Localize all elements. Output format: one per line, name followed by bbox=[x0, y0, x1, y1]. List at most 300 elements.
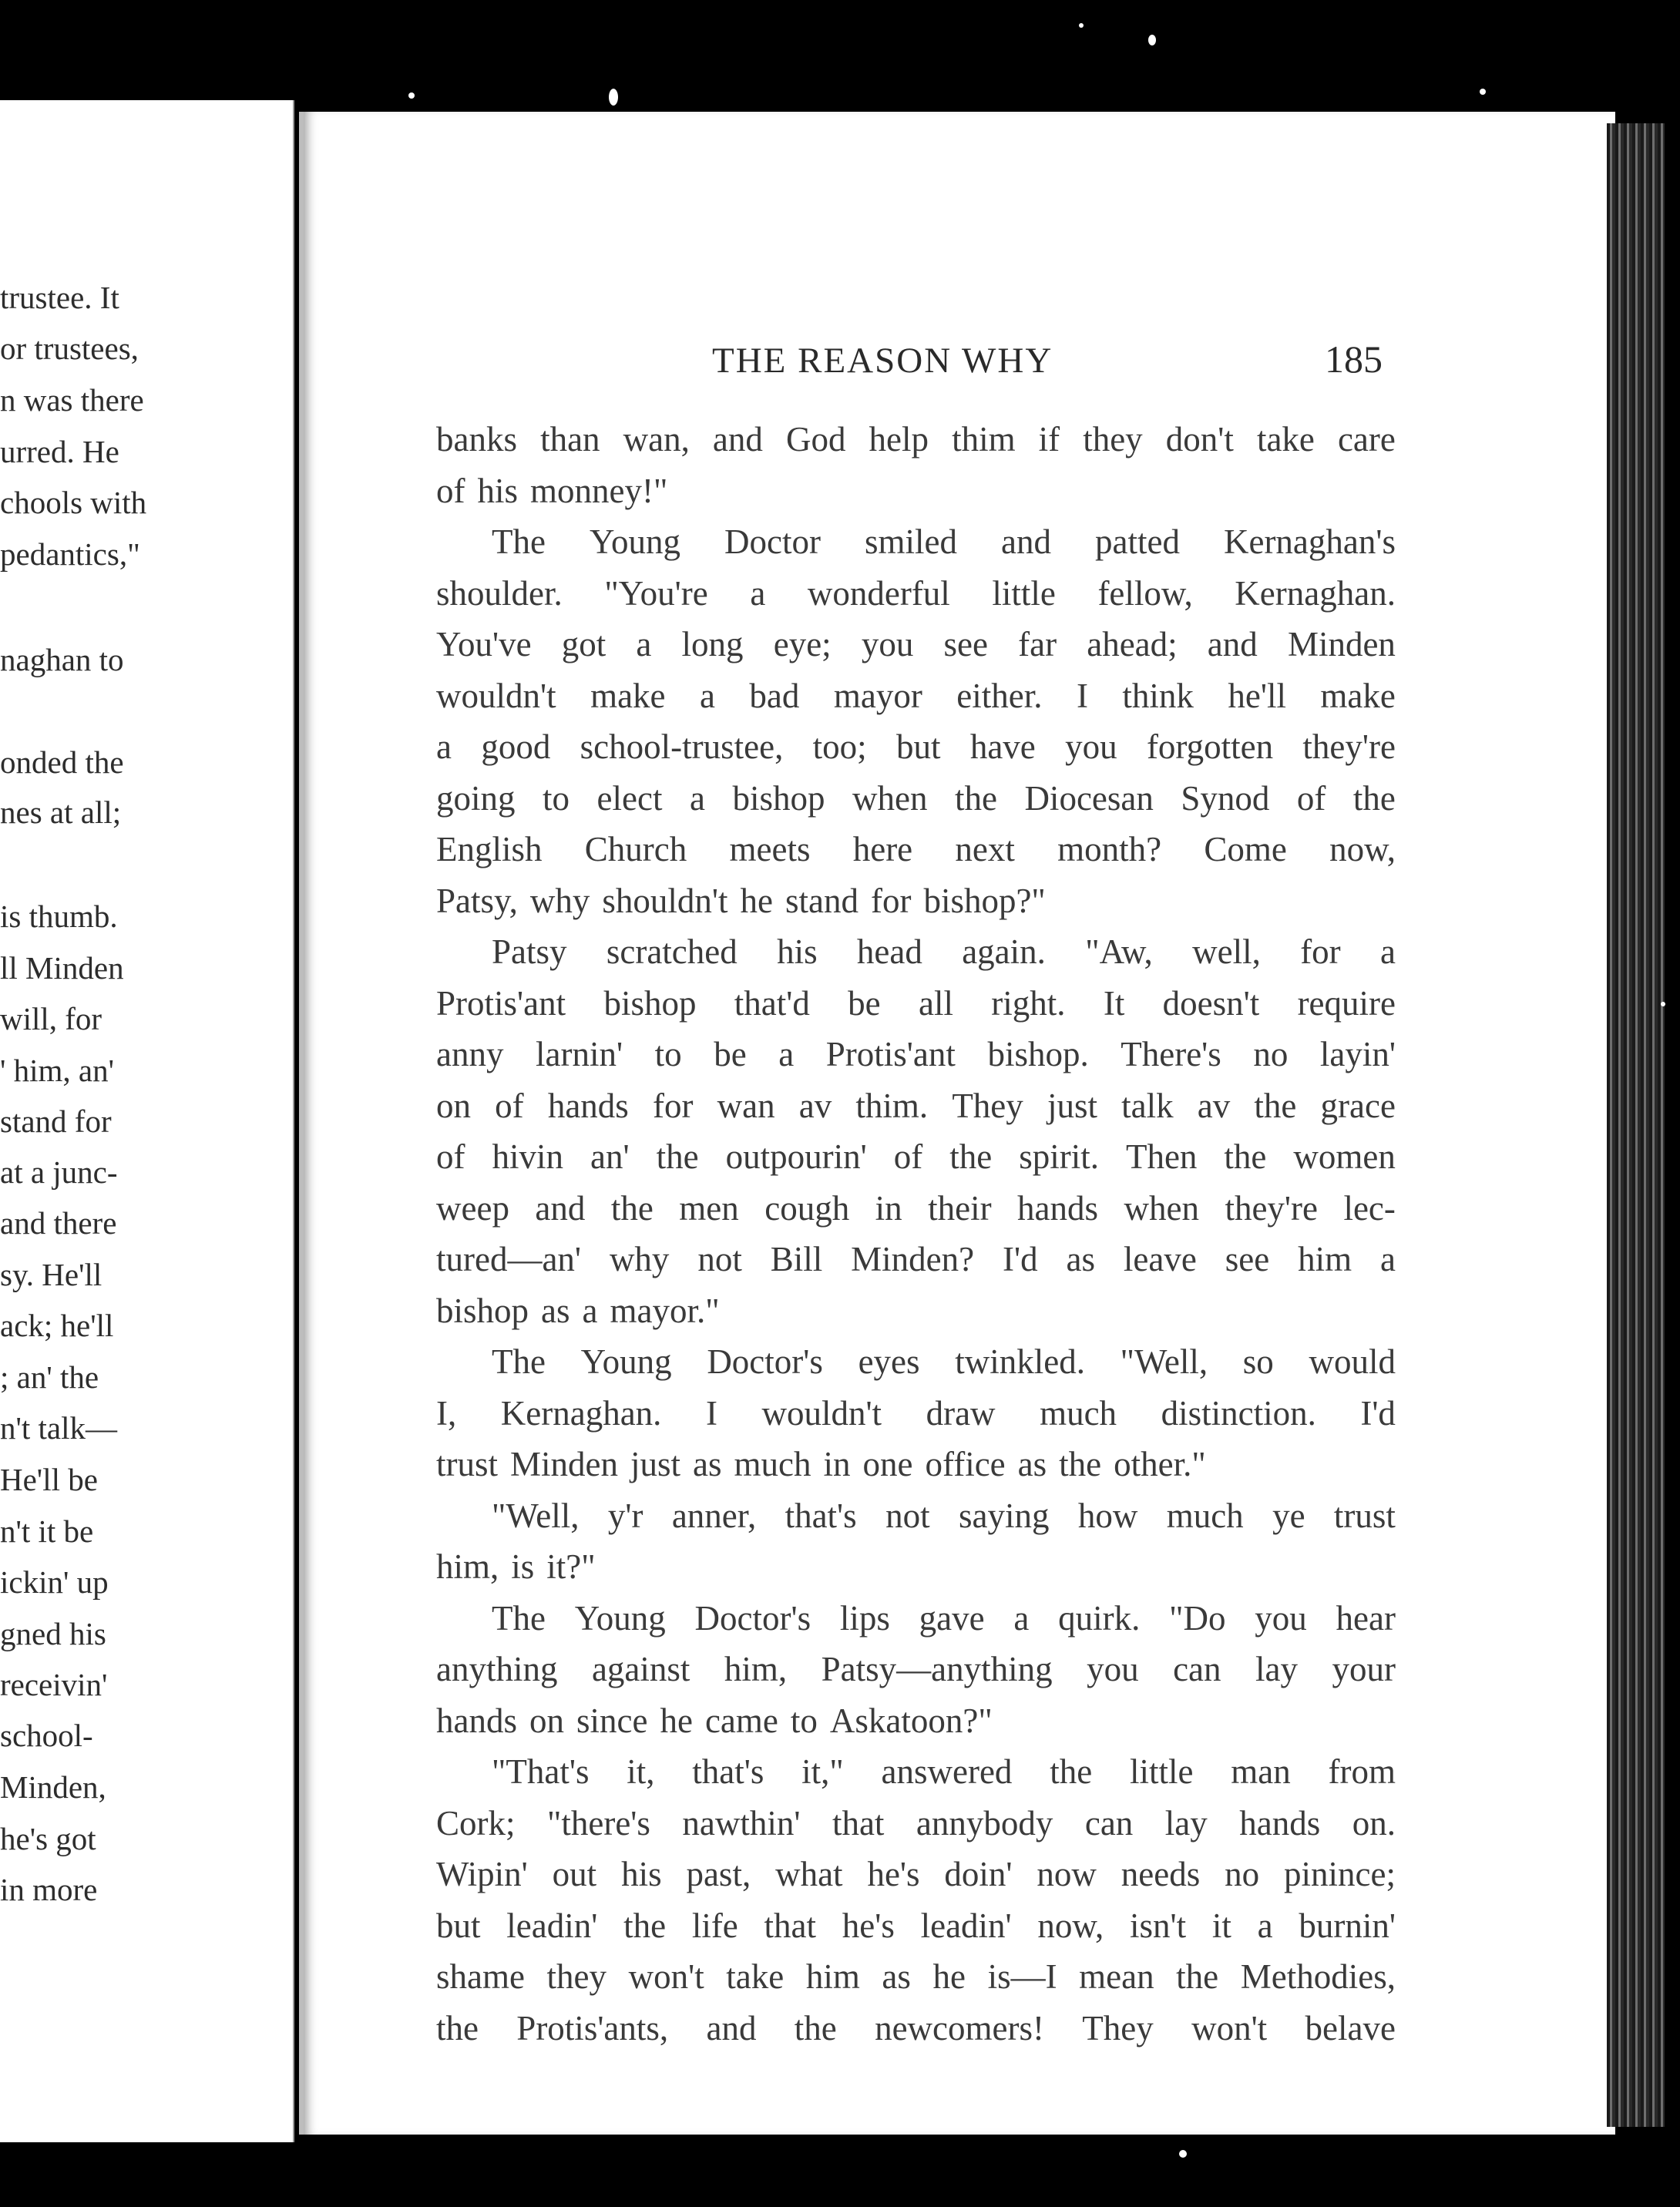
word: meets bbox=[729, 830, 811, 868]
word: care bbox=[1337, 420, 1396, 459]
word: for bbox=[652, 1086, 694, 1125]
text-line bbox=[436, 568, 1396, 620]
word: either. bbox=[956, 676, 1043, 715]
text-line bbox=[436, 1388, 1396, 1439]
text-line bbox=[436, 1644, 1396, 1695]
word: Church bbox=[584, 830, 687, 868]
word: Askatoon?" bbox=[829, 1701, 993, 1740]
word: the bbox=[1224, 1137, 1267, 1176]
word: Methodies, bbox=[1240, 1957, 1396, 1996]
text-line bbox=[436, 1080, 1396, 1132]
word: it bbox=[1211, 1906, 1231, 1945]
word: that bbox=[832, 1803, 885, 1843]
left-page-text-line: onded the bbox=[0, 744, 124, 780]
word: than bbox=[540, 420, 600, 459]
word: mayor." bbox=[610, 1291, 720, 1330]
word: the bbox=[1050, 1752, 1093, 1791]
word: Kernaghan's bbox=[1223, 522, 1396, 561]
word: Then bbox=[1125, 1137, 1198, 1176]
word: him bbox=[805, 1957, 860, 1996]
word: Wipin' bbox=[436, 1855, 528, 1893]
word: leadin' bbox=[920, 1906, 1012, 1945]
word: "Do bbox=[1169, 1598, 1226, 1638]
word: a bbox=[699, 676, 715, 715]
word: hands bbox=[1017, 1188, 1099, 1228]
word: Doctor's bbox=[707, 1342, 823, 1381]
word: bishop bbox=[436, 1291, 529, 1330]
word: their bbox=[928, 1188, 992, 1228]
word: patted bbox=[1095, 522, 1180, 561]
word: "You're bbox=[604, 573, 708, 613]
word: The bbox=[492, 522, 546, 561]
text-line bbox=[436, 875, 1396, 927]
word: I'd bbox=[1003, 1240, 1038, 1278]
word: not bbox=[697, 1240, 742, 1278]
word: bishop bbox=[603, 983, 697, 1023]
word: much bbox=[734, 1445, 811, 1483]
word: to bbox=[790, 1701, 818, 1740]
word: leave bbox=[1123, 1240, 1197, 1278]
word: a bbox=[778, 1035, 795, 1073]
word: have bbox=[969, 727, 1036, 766]
word: of bbox=[495, 1086, 524, 1125]
word: Doctor bbox=[724, 522, 821, 561]
word: gave bbox=[919, 1598, 985, 1638]
left-page-text-line: in more bbox=[0, 1872, 98, 1907]
word: shame bbox=[436, 1957, 525, 1996]
word: belave bbox=[1305, 2008, 1396, 2047]
word: just bbox=[630, 1445, 681, 1483]
word: thim. bbox=[855, 1086, 929, 1125]
text-line bbox=[436, 619, 1396, 670]
word: of bbox=[893, 1137, 923, 1176]
word: right. bbox=[991, 983, 1066, 1023]
word: his bbox=[621, 1855, 662, 1893]
word: mean bbox=[1079, 1957, 1154, 1996]
word: Minden bbox=[510, 1445, 619, 1483]
word: on. bbox=[1352, 1803, 1396, 1843]
word: Doctor's bbox=[694, 1598, 811, 1638]
scan-speck bbox=[609, 89, 618, 106]
word: bad bbox=[749, 676, 800, 715]
left-page-text-line: Minden, bbox=[0, 1769, 106, 1805]
word: that bbox=[764, 1906, 817, 1945]
word: when bbox=[1124, 1188, 1199, 1228]
word: "there's bbox=[546, 1803, 650, 1843]
left-page-text-line: n't it be bbox=[0, 1513, 94, 1549]
text-line bbox=[436, 1439, 1396, 1490]
left-page-text-line: sy. He'll bbox=[0, 1257, 102, 1292]
word: be bbox=[848, 983, 881, 1023]
word: layin' bbox=[1319, 1035, 1396, 1073]
text-line bbox=[436, 721, 1396, 773]
scan-speck bbox=[1179, 2150, 1187, 2158]
word: the bbox=[1352, 778, 1396, 818]
word: trust bbox=[1333, 1496, 1396, 1535]
word: on bbox=[436, 1086, 471, 1125]
word: Protis'ant bbox=[436, 983, 566, 1023]
word: for bbox=[870, 881, 912, 920]
word: make bbox=[1320, 676, 1396, 715]
word: women bbox=[1293, 1137, 1396, 1176]
word: Protis'ants, bbox=[516, 2008, 669, 2047]
text-line bbox=[436, 978, 1396, 1030]
word: the bbox=[623, 1906, 667, 1945]
word: can bbox=[1173, 1650, 1221, 1688]
word: would bbox=[1309, 1342, 1396, 1381]
word: be bbox=[714, 1035, 747, 1073]
text-line bbox=[436, 1849, 1396, 1900]
word: came bbox=[704, 1701, 778, 1740]
word: but bbox=[436, 1906, 481, 1945]
word: life bbox=[691, 1906, 738, 1945]
word: Patsy—anything bbox=[821, 1650, 1053, 1688]
left-page bbox=[0, 100, 294, 2142]
text-line bbox=[436, 1336, 1396, 1388]
word: far bbox=[1018, 625, 1057, 663]
word: tured—an' bbox=[436, 1240, 582, 1278]
word: is—I bbox=[987, 1957, 1057, 1996]
left-page-text-line: gned his bbox=[0, 1616, 106, 1651]
word: the bbox=[436, 2008, 479, 2047]
word: I, bbox=[436, 1393, 457, 1433]
word: a bbox=[1379, 1240, 1396, 1278]
word: talk bbox=[1121, 1086, 1174, 1125]
word: on bbox=[529, 1701, 564, 1740]
text-line bbox=[436, 1900, 1396, 1952]
word: hear bbox=[1336, 1598, 1396, 1638]
word: won't bbox=[1191, 2008, 1268, 2047]
text-line bbox=[436, 414, 1396, 465]
word: next bbox=[955, 830, 1015, 868]
left-page-text-line: He'll be bbox=[0, 1462, 98, 1497]
text-line bbox=[436, 773, 1396, 825]
left-page-text-line: stand for bbox=[0, 1104, 112, 1139]
word: other." bbox=[1114, 1445, 1206, 1483]
word: a bbox=[750, 573, 766, 613]
text-line bbox=[436, 1234, 1396, 1285]
word: God bbox=[785, 420, 846, 459]
word: is bbox=[511, 1547, 535, 1586]
word: forgotten bbox=[1146, 727, 1274, 766]
left-page-text-line: ' him, an' bbox=[0, 1053, 115, 1088]
word: if bbox=[1038, 420, 1060, 459]
word: There's bbox=[1121, 1035, 1221, 1073]
word: outpourin' bbox=[725, 1137, 867, 1176]
left-page-text-line: n was there bbox=[0, 382, 144, 418]
scan-speck bbox=[408, 92, 415, 99]
word: weep bbox=[436, 1188, 509, 1228]
word: think bbox=[1122, 676, 1194, 715]
left-page-text-line: he's got bbox=[0, 1821, 96, 1856]
word: again. bbox=[962, 932, 1046, 971]
left-page-text-line: urred. He bbox=[0, 434, 119, 469]
text-line bbox=[436, 1798, 1396, 1849]
word: I bbox=[705, 1393, 717, 1433]
left-page-text-line: ack; he'll bbox=[0, 1308, 114, 1343]
word: a bbox=[436, 727, 452, 766]
word: wan bbox=[717, 1086, 775, 1125]
word: they're bbox=[1225, 1188, 1318, 1228]
word: monney!" bbox=[530, 471, 668, 510]
text-line bbox=[436, 1541, 1396, 1593]
word: "Well, bbox=[1120, 1342, 1208, 1381]
word: that's bbox=[785, 1496, 857, 1535]
word: elect bbox=[596, 778, 663, 818]
word: can bbox=[1084, 1803, 1134, 1843]
word: as bbox=[1066, 1240, 1095, 1278]
text-line bbox=[436, 1695, 1396, 1747]
word: well, bbox=[1192, 932, 1261, 971]
word: Kernaghan. bbox=[500, 1393, 662, 1433]
word: as bbox=[1017, 1445, 1047, 1483]
word: head bbox=[856, 932, 922, 971]
word: bishop?" bbox=[923, 881, 1046, 920]
word: anner, bbox=[671, 1496, 757, 1535]
text-line bbox=[436, 1490, 1396, 1542]
left-page-text-line: receivin' bbox=[0, 1667, 108, 1702]
word: in bbox=[875, 1188, 902, 1228]
word: distinction. bbox=[1161, 1393, 1316, 1433]
word: of bbox=[1296, 778, 1326, 818]
word: man bbox=[1231, 1752, 1291, 1791]
word: to bbox=[654, 1035, 682, 1073]
word: much bbox=[1040, 1393, 1117, 1433]
word: and bbox=[1207, 625, 1258, 663]
word: against bbox=[591, 1650, 690, 1688]
word: how bbox=[1077, 1496, 1138, 1535]
word: stand bbox=[785, 881, 858, 920]
word: help bbox=[869, 420, 929, 459]
word: banks bbox=[436, 420, 517, 459]
word: him, bbox=[436, 1547, 499, 1586]
word: cough bbox=[764, 1188, 850, 1228]
word: hands bbox=[547, 1086, 629, 1125]
text-line bbox=[436, 824, 1396, 875]
word: as bbox=[882, 1957, 911, 1996]
word: doesn't bbox=[1162, 983, 1260, 1023]
word: Diocesan bbox=[1024, 778, 1154, 818]
word: you bbox=[1255, 1598, 1307, 1638]
word: you bbox=[1087, 1650, 1139, 1688]
scan-speck bbox=[1480, 89, 1486, 95]
word: saying bbox=[958, 1496, 1050, 1535]
word: smiled bbox=[864, 522, 957, 561]
text-line bbox=[436, 2003, 1396, 2054]
word: no bbox=[1225, 1855, 1260, 1893]
word: larnin' bbox=[536, 1035, 623, 1073]
word: Cork; bbox=[436, 1803, 516, 1843]
word: he bbox=[740, 881, 773, 920]
word: don't bbox=[1165, 420, 1234, 459]
word: shouldn't bbox=[602, 881, 728, 920]
text-line bbox=[436, 670, 1396, 722]
word: grace bbox=[1320, 1086, 1396, 1125]
word: isn't bbox=[1130, 1906, 1187, 1945]
word: the bbox=[1176, 1957, 1219, 1996]
left-page-text-line: and there bbox=[0, 1205, 117, 1241]
word: the bbox=[949, 1137, 993, 1176]
word: school-trustee, bbox=[580, 727, 784, 766]
word: The bbox=[492, 1342, 546, 1381]
page-header bbox=[304, 340, 1615, 386]
word: ahead; bbox=[1087, 625, 1178, 663]
text-line bbox=[436, 516, 1396, 568]
word: draw bbox=[926, 1393, 996, 1433]
word: his bbox=[477, 471, 519, 510]
word: Synod bbox=[1181, 778, 1270, 818]
word: twinkled. bbox=[955, 1342, 1085, 1381]
word: why bbox=[609, 1240, 670, 1278]
word: one bbox=[862, 1445, 913, 1483]
word: month? bbox=[1057, 830, 1162, 868]
left-page-text-line: trustee. It bbox=[0, 280, 119, 315]
word: take bbox=[1256, 420, 1315, 459]
word: mayor bbox=[833, 676, 922, 715]
scan-speck bbox=[1079, 23, 1084, 28]
word: wouldn't bbox=[761, 1393, 882, 1433]
word: they're bbox=[1302, 727, 1396, 766]
word: they bbox=[1083, 420, 1143, 459]
word: so bbox=[1242, 1342, 1274, 1381]
word: hivin bbox=[492, 1137, 564, 1176]
word: quirk. bbox=[1058, 1598, 1141, 1638]
left-page-text-line: ll Minden bbox=[0, 950, 124, 986]
word: a bbox=[582, 1291, 598, 1330]
word: out bbox=[552, 1855, 597, 1893]
word: spirit. bbox=[1019, 1137, 1099, 1176]
word: Bill bbox=[770, 1240, 823, 1278]
word: Come bbox=[1204, 830, 1287, 868]
word: take bbox=[726, 1957, 785, 1996]
word: wouldn't bbox=[436, 676, 556, 715]
page-number: 185 bbox=[1325, 338, 1383, 381]
word: trust bbox=[436, 1445, 499, 1483]
word: a bbox=[689, 778, 705, 818]
word: the bbox=[1254, 1086, 1297, 1125]
word: his bbox=[777, 932, 818, 971]
left-page-text-line: n't talk— bbox=[0, 1410, 118, 1446]
word: thim bbox=[952, 420, 1016, 459]
word: I bbox=[1076, 676, 1088, 715]
word: all bbox=[918, 983, 953, 1023]
text-line bbox=[436, 1593, 1396, 1644]
left-page-text-line: at a junc- bbox=[0, 1154, 118, 1190]
word: much bbox=[1166, 1496, 1244, 1535]
word: require bbox=[1297, 983, 1396, 1023]
word: "That's bbox=[492, 1752, 590, 1791]
scan-speck bbox=[1148, 35, 1156, 45]
book-page-edge bbox=[1607, 123, 1665, 2127]
left-page-text-line: ickin' up bbox=[0, 1564, 109, 1600]
left-page-text-line: nes at all; bbox=[0, 794, 122, 830]
word: and bbox=[706, 2008, 757, 2047]
word: The bbox=[492, 1598, 546, 1638]
text-line bbox=[436, 1183, 1396, 1235]
word: he bbox=[660, 1701, 693, 1740]
word: annybody bbox=[916, 1803, 1053, 1843]
word: Young bbox=[574, 1598, 666, 1638]
word: bishop bbox=[732, 778, 825, 818]
word: little bbox=[1129, 1752, 1194, 1791]
word: he bbox=[932, 1957, 966, 1996]
text-line bbox=[436, 1029, 1396, 1080]
word: They bbox=[952, 1086, 1023, 1125]
word: of bbox=[436, 1137, 465, 1176]
word: he's bbox=[842, 1906, 895, 1945]
word: as bbox=[693, 1445, 722, 1483]
left-page-text-line: chools with bbox=[0, 485, 147, 520]
word: see bbox=[1225, 1240, 1270, 1278]
left-page-text-line: is thumb. bbox=[0, 899, 118, 934]
word: nawthin' bbox=[682, 1803, 801, 1843]
left-page-text-line: will, for bbox=[0, 1001, 102, 1036]
word: pinince; bbox=[1284, 1855, 1396, 1893]
word: You've bbox=[436, 625, 532, 663]
word: They bbox=[1082, 2008, 1154, 2047]
word: av bbox=[798, 1086, 832, 1125]
word: an' bbox=[590, 1137, 630, 1176]
word: burnin' bbox=[1299, 1906, 1396, 1945]
word: scratched bbox=[606, 932, 738, 971]
word: Minden bbox=[1287, 625, 1396, 663]
word: not bbox=[885, 1496, 930, 1535]
word: Protis'ant bbox=[825, 1035, 956, 1073]
text-line bbox=[436, 1285, 1396, 1337]
word: from bbox=[1328, 1752, 1396, 1791]
word: a bbox=[1380, 932, 1396, 971]
right-page bbox=[299, 112, 1615, 2135]
word: a bbox=[1257, 1906, 1273, 1945]
scan-speck bbox=[1661, 1002, 1665, 1006]
word: wonderful bbox=[807, 573, 950, 613]
word: good bbox=[481, 727, 551, 766]
word: lay bbox=[1255, 1650, 1298, 1688]
word: office bbox=[925, 1445, 1006, 1483]
word: that'd bbox=[734, 983, 810, 1023]
word: a bbox=[1013, 1598, 1030, 1638]
word: doin' bbox=[944, 1855, 1013, 1893]
word: anny bbox=[436, 1035, 504, 1073]
word: English bbox=[436, 830, 543, 868]
word: you bbox=[861, 625, 914, 663]
word: eye; bbox=[773, 625, 832, 663]
word: a bbox=[636, 625, 652, 663]
word: Young bbox=[580, 1342, 672, 1381]
word: he's bbox=[867, 1855, 920, 1893]
text-line bbox=[436, 1951, 1396, 2003]
word: now, bbox=[1329, 830, 1396, 868]
word: hands bbox=[1239, 1803, 1321, 1843]
word: him bbox=[1298, 1240, 1352, 1278]
word: and bbox=[1001, 522, 1051, 561]
left-page-text-line: pedantics," bbox=[0, 536, 140, 572]
word: leadin' bbox=[506, 1906, 598, 1945]
word: it, bbox=[627, 1752, 655, 1791]
text-line bbox=[436, 1746, 1396, 1798]
word: when bbox=[852, 778, 928, 818]
word: they bbox=[546, 1957, 607, 1996]
word: the bbox=[1059, 1445, 1102, 1483]
word: going bbox=[436, 778, 516, 818]
word: lips bbox=[839, 1598, 890, 1638]
word: and bbox=[535, 1188, 586, 1228]
left-page-text-line: school- bbox=[0, 1718, 93, 1753]
word: no bbox=[1253, 1035, 1289, 1073]
body-text bbox=[436, 414, 1396, 2054]
word: lay bbox=[1164, 1803, 1208, 1843]
word: your bbox=[1332, 1650, 1396, 1688]
